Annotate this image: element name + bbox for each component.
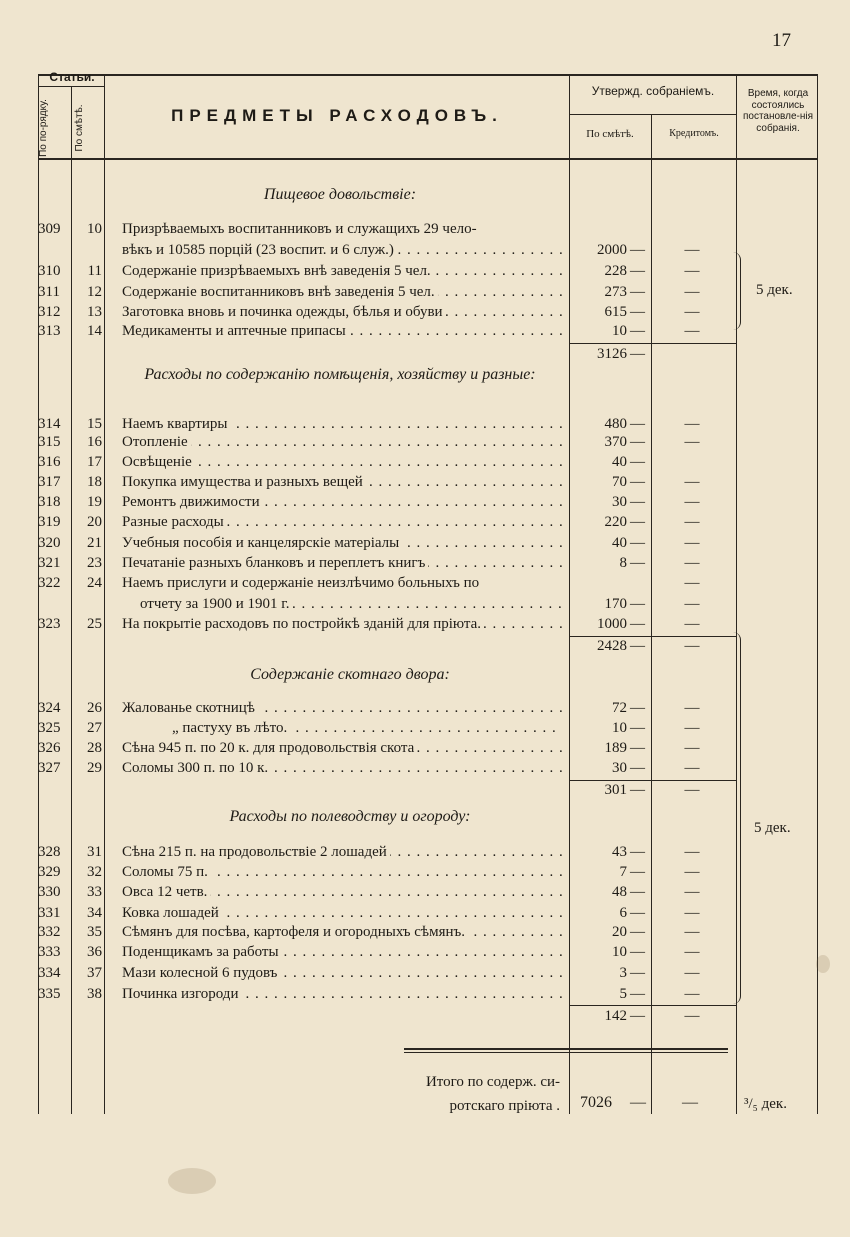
section-title: Содержаніе скотнаго двора: (250, 666, 450, 683)
row-description: Сѣна 945 п. по 20 к. для продовольствія скота . . . (122, 738, 562, 759)
row-amount: 8 (619, 555, 627, 571)
row-description: Разные расходы . . . (122, 512, 562, 533)
row-estimate-number: 26 (87, 700, 102, 716)
row-order-number: 324 (38, 700, 61, 716)
subtotal-amount: 142 (604, 1008, 627, 1024)
bracket (732, 252, 741, 330)
row-estimate-number: 10 (87, 221, 102, 237)
row-dash: — (630, 760, 645, 776)
row-description: Учебныя пособія и канцелярскіе матеріалы . . . (122, 533, 562, 554)
row-amount: 10 (612, 323, 627, 339)
row-dash: — (630, 596, 645, 612)
row-description: Сѣмянъ для посѣва, картофеля и огородныхъ сѣмянъ. . . . (122, 922, 562, 943)
row-description: Жалованье скотницѣ . . . (122, 698, 562, 719)
row-credit-dash: — (684, 884, 700, 900)
row-credit-dash: — (684, 494, 700, 510)
row-dash: — (630, 884, 645, 900)
row-amount: 30 (612, 760, 627, 776)
total-amount: 7026 (580, 1094, 612, 1111)
subtotal-credit-dash: — (684, 782, 700, 798)
subtotal-amount: 2428 (597, 638, 627, 654)
row-description: Починка изгороди . . . (122, 984, 562, 1005)
row-order-number: 325 (38, 720, 61, 736)
row-credit-dash: — (684, 416, 700, 432)
row-credit-dash: — (684, 986, 700, 1002)
row-estimate-number: 19 (87, 494, 102, 510)
row-amount: 1000 (597, 616, 627, 632)
row-credit-dash: — (684, 323, 700, 339)
row-dash: — (630, 740, 645, 756)
row-estimate-number: 15 (87, 416, 102, 432)
row-amount: 615 (604, 304, 627, 320)
row-dash: — (630, 304, 645, 320)
row-amount: 480 (604, 416, 627, 432)
row-estimate-number: 14 (87, 323, 102, 339)
row-order-number: 319 (38, 514, 61, 530)
row-dash: — (630, 864, 645, 880)
subtotal-amount: 3126 (597, 346, 627, 362)
row-description: Наемъ квартиры . . . (122, 414, 562, 435)
subtotal-dash: — (630, 782, 645, 798)
row-description: Содержаніе воспитанниковъ внѣ заведенія 5 чел. . . . (122, 282, 562, 303)
row-estimate-number: 32 (87, 864, 102, 880)
row-order-number: 314 (38, 416, 61, 432)
section-title: Расходы по полеводству и огороду: (229, 808, 471, 825)
row-amount: 43 (612, 844, 627, 860)
subtotal-dash: — (630, 1008, 645, 1024)
row-amount: 20 (612, 924, 627, 940)
row-credit-dash: — (684, 596, 700, 612)
row-credit-dash: — (684, 284, 700, 300)
subtotal-dash: — (630, 346, 645, 362)
row-estimate-number: 23 (87, 555, 102, 571)
total-rule-2 (404, 1052, 728, 1053)
row-estimate-number: 21 (87, 535, 102, 551)
row-credit-dash: — (684, 474, 700, 490)
header-by-estimate: По смѣтѣ. (74, 104, 85, 152)
row-description: Сѣна 215 п. на продовольствіе 2 лошадей . . . (122, 842, 562, 863)
paper-stain (168, 1168, 216, 1194)
row-credit-dash: — (684, 434, 700, 450)
row-description: Покупка имущества и разныхъ вещей . . . (122, 472, 562, 493)
row-estimate-number: 35 (87, 924, 102, 940)
row-credit-dash: — (684, 535, 700, 551)
col-divider-1 (71, 86, 72, 1114)
header-main-title: ПРЕДМЕТЫ РАСХОДОВЪ. (171, 106, 503, 125)
row-amount: 370 (604, 434, 627, 450)
row-amount: 7 (619, 864, 627, 880)
row-dash: — (630, 454, 645, 470)
row-estimate-number: 29 (87, 760, 102, 776)
row-description: Содержаніе призрѣваемыхъ внѣ заведенія 5 чел. . . . (122, 261, 562, 282)
total-credit-dash: — (682, 1094, 698, 1111)
row-dash: — (630, 284, 645, 300)
total-rule (404, 1048, 728, 1050)
row-description: Соломы 75 п. . . . (122, 862, 562, 883)
row-amount: 228 (604, 263, 627, 279)
row-description: Медикаменты и аптечные припасы . . . (122, 321, 562, 342)
row-description: „ пастуху въ лѣто. . . . (172, 718, 562, 739)
row-amount: 220 (604, 514, 627, 530)
header-articles: Статьи. (49, 70, 95, 84)
row-order-number: 313 (38, 323, 61, 339)
row-order-number: 317 (38, 474, 61, 490)
subtotal-dash: — (630, 638, 645, 654)
row-description: Поденщикамъ за работы . . . (122, 942, 562, 963)
row-estimate-number: 16 (87, 434, 102, 450)
col-divider-3 (569, 74, 570, 1114)
row-amount: 48 (612, 884, 627, 900)
row-credit-dash: — (684, 514, 700, 530)
row-credit-dash: — (684, 760, 700, 776)
row-credit-dash: — (684, 242, 700, 258)
header-bottom-rule (38, 158, 818, 160)
row-description: отчету за 1900 и 1901 г. . . . (140, 594, 562, 615)
row-dash: — (630, 905, 645, 921)
row-credit-dash: — (684, 905, 700, 921)
row-credit-dash: — (684, 575, 700, 591)
row-credit-dash: — (684, 700, 700, 716)
col-divider-4 (651, 114, 652, 1114)
row-order-number: 327 (38, 760, 61, 776)
row-order-number: 332 (38, 924, 61, 940)
row-estimate-number: 25 (87, 616, 102, 632)
row-description: Отопленіе . . . (122, 432, 562, 453)
paper-stain (816, 955, 830, 973)
subtotal-amount: 301 (604, 782, 627, 798)
row-order-number: 320 (38, 535, 61, 551)
row-estimate-number: 12 (87, 284, 102, 300)
row-amount: 10 (612, 944, 627, 960)
row-description: Мази колесной 6 пудовъ . . . (122, 963, 562, 984)
row-credit-dash: — (684, 263, 700, 279)
row-dash: — (630, 535, 645, 551)
row-order-number: 321 (38, 555, 61, 571)
row-estimate-number: 13 (87, 304, 102, 320)
row-dash: — (630, 844, 645, 860)
row-dash: — (630, 263, 645, 279)
row-estimate-number: 11 (87, 263, 102, 279)
row-order-number: 334 (38, 965, 61, 981)
row-description: Овса 12 четв. . . . (122, 882, 562, 903)
row-description: вѣкъ и 10585 порцій (23 воспит. и 6 служ.) . . . (122, 240, 562, 261)
row-estimate-number: 18 (87, 474, 102, 490)
row-order-number: 333 (38, 944, 61, 960)
row-amount: 3 (619, 965, 627, 981)
row-credit-dash: — (684, 864, 700, 880)
row-order-number: 331 (38, 905, 61, 921)
row-dash: — (630, 323, 645, 339)
total-dash: — (630, 1094, 646, 1111)
row-estimate-number: 34 (87, 905, 102, 921)
header-time-col: Время, когда состоялись постановле-нія собранія. (742, 88, 814, 134)
row-credit-dash: — (684, 740, 700, 756)
subtotal-credit-dash: — (684, 1008, 700, 1024)
row-dash: — (630, 986, 645, 1002)
row-estimate-number: 31 (87, 844, 102, 860)
row-dash: — (630, 242, 645, 258)
row-order-number: 316 (38, 454, 61, 470)
row-estimate-number: 28 (87, 740, 102, 756)
row-order-number: 312 (38, 304, 61, 320)
row-description: Ремонтъ движимости . . . (122, 492, 562, 513)
row-dash: — (630, 924, 645, 940)
subtotal-credit-dash: — (684, 638, 700, 654)
row-amount: 72 (612, 700, 627, 716)
row-description: На покрытіе расходовъ по постройкѣ зданій для пріюта. . . . (122, 614, 562, 635)
total-label-line2: ротскаго пріюта . (449, 1098, 560, 1114)
row-description: Заготовка вновь и починка одежды, бѣлья и обуви . . . (122, 302, 562, 323)
row-order-number: 309 (38, 221, 61, 237)
row-amount: 6 (619, 905, 627, 921)
row-dash: — (630, 944, 645, 960)
row-credit-dash: — (684, 924, 700, 940)
row-dash: — (630, 720, 645, 736)
header-by-order: По по-рядку. (38, 99, 49, 157)
row-estimate-number: 37 (87, 965, 102, 981)
row-amount: 2000 (597, 242, 627, 258)
row-dash: — (630, 555, 645, 571)
row-order-number: 326 (38, 740, 61, 756)
approved-rule (570, 114, 736, 115)
row-amount: 30 (612, 494, 627, 510)
page-number: 17 (772, 30, 791, 51)
row-description: Соломы 300 п. по 10 к. . . . (122, 758, 562, 779)
row-estimate-number: 27 (87, 720, 102, 736)
row-dash: — (630, 700, 645, 716)
row-order-number: 310 (38, 263, 61, 279)
row-estimate-number: 38 (87, 986, 102, 1002)
row-dash: — (630, 965, 645, 981)
row-credit-dash: — (684, 965, 700, 981)
row-dash: — (630, 514, 645, 530)
row-amount: 40 (612, 535, 627, 551)
row-description: Наемъ прислуги и содержаніе неизлѣчимо больныхъ по (122, 573, 562, 594)
row-order-number: 328 (38, 844, 61, 860)
row-estimate-number: 24 (87, 575, 102, 591)
row-estimate-number: 33 (87, 884, 102, 900)
total-label-line1: Итого по содерж. си- (425, 1074, 560, 1090)
row-amount: 170 (604, 596, 627, 612)
row-order-number: 329 (38, 864, 61, 880)
header-approved: Утвержд. собраніемъ. (591, 84, 715, 98)
row-credit-dash: — (684, 616, 700, 632)
row-dash: — (630, 434, 645, 450)
row-order-number: 311 (38, 284, 60, 300)
row-estimate-number: 20 (87, 514, 102, 530)
row-dash: — (630, 616, 645, 632)
row-credit-dash: — (684, 720, 700, 736)
row-credit-dash: — (684, 304, 700, 320)
row-description: Ковка лошадей . . . (122, 903, 562, 924)
row-dash: — (630, 494, 645, 510)
row-description: Печатаніе разныхъ бланковъ и переплетъ книгъ . . . (122, 553, 562, 574)
row-order-number: 330 (38, 884, 61, 900)
row-amount: 5 (619, 986, 627, 1002)
total-label (390, 1070, 560, 1118)
row-dash: — (630, 416, 645, 432)
row-amount: 10 (612, 720, 627, 736)
header-estimate-col: По смѣтѣ. (586, 128, 634, 140)
row-estimate-number: 36 (87, 944, 102, 960)
row-order-number: 335 (38, 986, 61, 1002)
row-credit-dash: — (684, 844, 700, 860)
bracket (732, 632, 741, 1004)
row-order-number: 322 (38, 575, 61, 591)
table-top-rule (38, 74, 818, 76)
time-note: 5 дек. (756, 282, 793, 298)
section-title: Расходы по содержанію помѣщенія, хозяйству и разные: (144, 366, 536, 383)
row-description: Освѣщеніе . . . (122, 452, 562, 473)
row-credit-dash: — (684, 944, 700, 960)
row-estimate-number: 17 (87, 454, 102, 470)
row-credit-dash: — (684, 555, 700, 571)
col-divider-2 (104, 74, 105, 1114)
time-note: ³/₅ дек. (744, 1096, 787, 1112)
row-amount: 70 (612, 474, 627, 490)
row-amount: 273 (604, 284, 627, 300)
row-description: Призрѣваемыхъ воспитанниковъ и служащихъ 29 чело- (122, 219, 562, 240)
row-order-number: 323 (38, 616, 61, 632)
row-order-number: 315 (38, 434, 61, 450)
row-order-number: 318 (38, 494, 61, 510)
row-amount: 189 (604, 740, 627, 756)
section-title: Пищевое довольствіе: (263, 186, 417, 203)
header-credit-col: Кредитомъ. (669, 128, 719, 139)
row-amount: 40 (612, 454, 627, 470)
row-dash: — (630, 474, 645, 490)
time-note: 5 дек. (754, 820, 791, 836)
